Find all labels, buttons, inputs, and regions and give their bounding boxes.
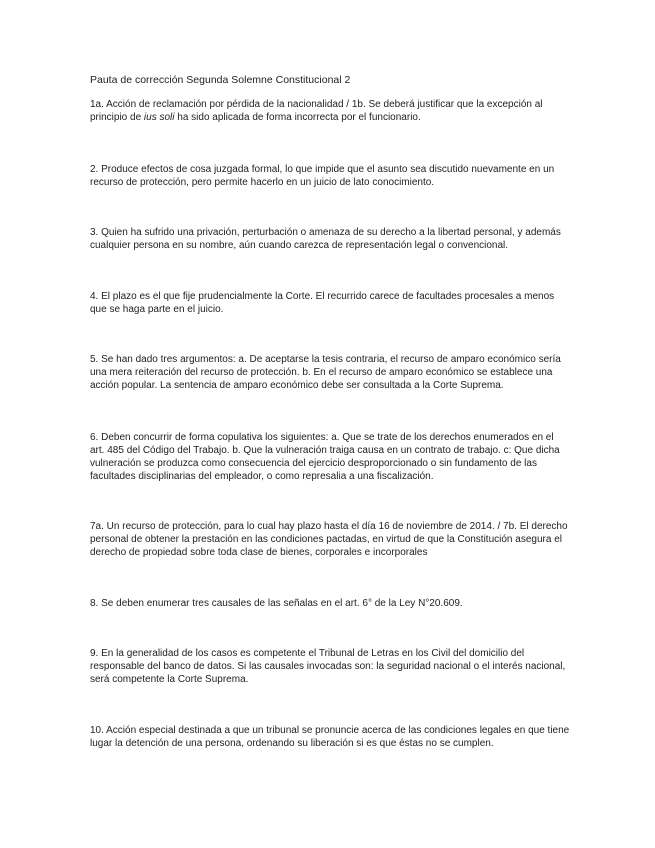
answer-2: 2. Produce efectos de cosa juzgada formal, lo que impide que el asunto sea discutido nuevamente en un recurso de protección, pero permite hacerlo en un juicio de lato conocimiento.	[90, 164, 555, 188]
answer-5: 5. Se han dado tres argumentos: a. De aceptarse la tesis contraria, el recurso de amparo económico sería una mera reiteración del recurso de protección. b. En el recurso de amparo económico se establece una acción popular. La sentencia de amparo económico debe ser consultada a la Corte Suprema.	[90, 354, 561, 391]
answer-10: 10. Acción especial destinada a que un tribunal se pronuncie acerca de las condiciones legales en que tiene lugar la detención de una persona, ordenando su liberación si es que éstas no se cumplen.	[90, 725, 570, 749]
answer-4: 4. El plazo es el que fije prudencialmente la Corte. El recurrido carece de facultades procesales a menos que se haga parte en el juicio.	[90, 291, 555, 315]
answer-1-italic-term: ius soli	[143, 112, 175, 123]
answer-6: 6. Deben concurrir de forma copulativa los siguientes: a. Que se trate de los derechos enumerados en el art. 485 del Código del Trabajo. b. Que la vulneración traiga causa en un contrato de trabajo. c: Que dicha vulneración se produzca como consecuencia del ejercicio desproporcionado o sin fundamento de las facultades disciplinarias del empleador, o como represalia a una fiscalización.	[90, 432, 560, 482]
answer-8: 8. Se deben enumerar tres causales de las señalas en el art. 6° de la Ley N°20.609.	[90, 598, 463, 609]
answer-1	[90, 98, 570, 124]
answer-1-text-end: ha sido aplicada de forma incorrecta por el funcionario.	[174, 112, 421, 123]
answer-7: 7a. Un recurso de protección, para lo cual hay plazo hasta el día 16 de noviembre de 2014. / 7b. El derecho personal de obtener la prestación en las condiciones pactadas, en virtud de que la Constitución asegura el derecho de propiedad sobre toda clase de bienes, corporales e incorporales	[90, 521, 568, 558]
answer-9: 9. En la generalidad de los casos es competente el Tribunal de Letras en los Civil del domicilio del responsable del banco de datos. Si las causales invocadas son: la seguridad nacional o el interés nacional, será competente la Corte Suprema.	[90, 648, 566, 685]
answer-3: 3. Quien ha sufrido una privación, perturbación o amenaza de su derecho a la libertad personal, y además cualquier persona en su nombre, aún cuando carezca de representación legal o convencional.	[90, 227, 561, 251]
answer-1-text-start: 1a. Acción de reclamación por pérdida de la nacionalidad / 1b. Se deberá justificar que la excepción al principio de	[90, 99, 543, 123]
document-title: Pauta de corrección Segunda Solemne Constitucional 2	[90, 74, 351, 86]
